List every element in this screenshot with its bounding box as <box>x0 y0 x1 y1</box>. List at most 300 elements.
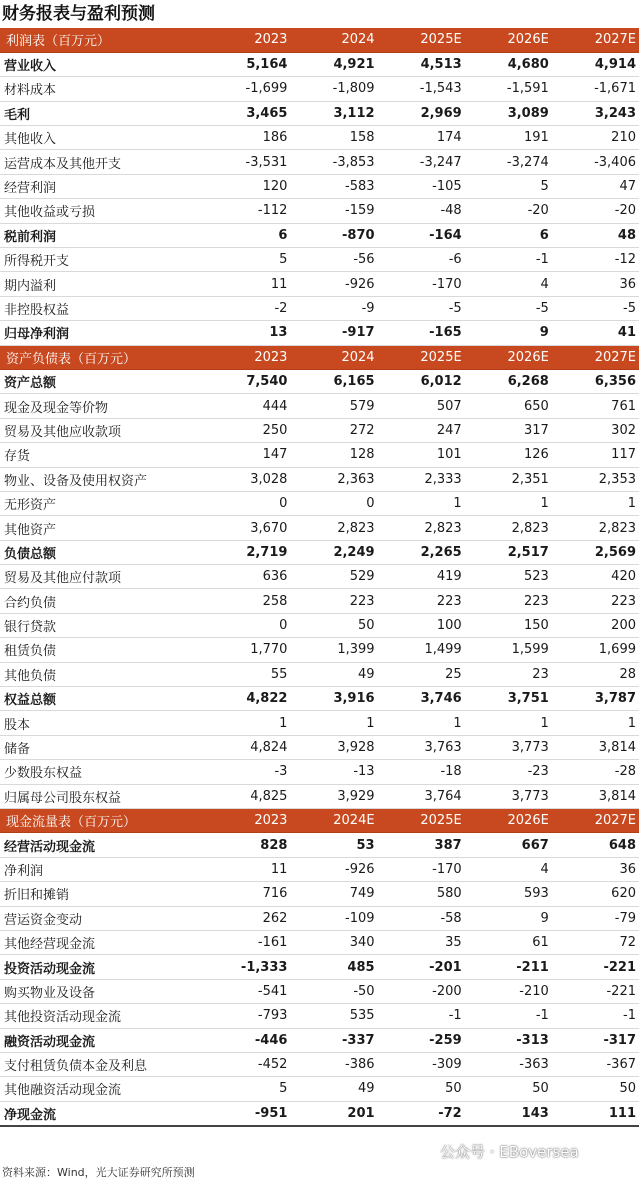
row-label: 少数股东权益 <box>0 760 203 784</box>
row-label: 期内溢利 <box>0 272 203 296</box>
table-row <box>0 1052 639 1076</box>
table-row <box>0 687 639 711</box>
cell-value: -3,406 <box>552 150 639 174</box>
cell-value: 317 <box>465 418 552 442</box>
cell-value: 150 <box>465 613 552 637</box>
cell-value: 28 <box>552 662 639 686</box>
table-row <box>0 1077 639 1101</box>
row-label: 购买物业及设备 <box>0 979 203 1003</box>
cell-value: 3,670 <box>203 516 290 540</box>
cell-value: -259 <box>378 1028 465 1052</box>
cell-value: 6,356 <box>552 369 639 393</box>
table-row <box>0 467 639 491</box>
row-label: 租赁负债 <box>0 638 203 662</box>
cell-value: -1 <box>465 248 552 272</box>
cell-value: 1 <box>552 711 639 735</box>
table-row <box>0 418 639 442</box>
cell-value: -105 <box>378 174 465 198</box>
cell-value: 117 <box>552 443 639 467</box>
cell-value: -28 <box>552 760 639 784</box>
table-row <box>0 760 639 784</box>
cell-value: 247 <box>378 418 465 442</box>
row-label: 现金及现金等价物 <box>0 394 203 418</box>
cell-value: 2,333 <box>378 467 465 491</box>
cell-value: 716 <box>203 882 290 906</box>
cell-value: 3,465 <box>203 101 290 125</box>
cell-value: -20 <box>552 199 639 223</box>
table-row <box>0 321 639 345</box>
row-label: 其他经营现金流 <box>0 930 203 954</box>
cell-value: 262 <box>203 906 290 930</box>
table-row <box>0 906 639 930</box>
cell-value: 191 <box>465 126 552 150</box>
cell-value: -367 <box>552 1052 639 1076</box>
row-label: 支付租赁负债本金及利息 <box>0 1052 203 1076</box>
cell-value: -5 <box>378 296 465 320</box>
cell-value: 3,089 <box>465 101 552 125</box>
table-row <box>0 857 639 881</box>
table-row <box>0 443 639 467</box>
cell-value: 41 <box>552 321 639 345</box>
column-header: 2024 <box>290 345 377 369</box>
cell-value: 6 <box>465 223 552 247</box>
row-label: 融资活动现金流 <box>0 1028 203 1052</box>
row-label: 物业、设备及使用权资产 <box>0 467 203 491</box>
table-row <box>0 930 639 954</box>
cell-value: 50 <box>290 613 377 637</box>
cell-value: 4,822 <box>203 687 290 711</box>
cell-value: 302 <box>552 418 639 442</box>
table-row <box>0 272 639 296</box>
cell-value: 100 <box>378 613 465 637</box>
cell-value: 1,499 <box>378 638 465 662</box>
table-row <box>0 199 639 223</box>
cell-value: 6,268 <box>465 369 552 393</box>
cell-value: 3,746 <box>378 687 465 711</box>
cell-value: -6 <box>378 248 465 272</box>
cell-value: -541 <box>203 979 290 1003</box>
cell-value: -58 <box>378 906 465 930</box>
cell-value: -159 <box>290 199 377 223</box>
cell-value: -23 <box>465 760 552 784</box>
cell-value: 4,513 <box>378 52 465 76</box>
row-label: 无形资产 <box>0 491 203 515</box>
cell-value: 11 <box>203 857 290 881</box>
cell-value: 3,751 <box>465 687 552 711</box>
cell-value: 593 <box>465 882 552 906</box>
row-label: 资产总额 <box>0 369 203 393</box>
source-note: 资料来源：Wind，光大证券研究所预测 <box>2 1166 195 1179</box>
row-label: 归属母公司股东权益 <box>0 784 203 808</box>
cell-value: -12 <box>552 248 639 272</box>
cell-value: 174 <box>378 126 465 150</box>
cell-value: 580 <box>378 882 465 906</box>
table-row <box>0 540 639 564</box>
cell-value: -386 <box>290 1052 377 1076</box>
column-header: 2023 <box>203 345 290 369</box>
cell-value: -793 <box>203 1004 290 1028</box>
cell-value: -3,247 <box>378 150 465 174</box>
cell-value: 35 <box>378 930 465 954</box>
cell-value: 485 <box>290 955 377 979</box>
cell-value: 523 <box>465 565 552 589</box>
cell-value: 13 <box>203 321 290 345</box>
cell-value: 49 <box>290 662 377 686</box>
column-header: 2023 <box>203 809 290 833</box>
cell-value: 1 <box>465 711 552 735</box>
table-row <box>0 394 639 418</box>
cell-value: 340 <box>290 930 377 954</box>
cell-value: -1 <box>378 1004 465 1028</box>
cell-value: 2,517 <box>465 540 552 564</box>
cell-value: 529 <box>290 565 377 589</box>
cell-value: -164 <box>378 223 465 247</box>
cell-value: 6 <box>203 223 290 247</box>
cell-value: 272 <box>290 418 377 442</box>
row-label: 权益总额 <box>0 687 203 711</box>
wechat-icon <box>420 1145 436 1159</box>
cell-value: 507 <box>378 394 465 418</box>
cell-value: 36 <box>552 272 639 296</box>
page-title: 财务报表与盈利预测 <box>2 4 155 24</box>
cell-value: 47 <box>552 174 639 198</box>
cell-value: 620 <box>552 882 639 906</box>
cell-value: 49 <box>290 1077 377 1101</box>
cell-value: 5 <box>203 1077 290 1101</box>
cell-value: -3,853 <box>290 150 377 174</box>
column-header: 2027E <box>552 28 639 52</box>
table-row <box>0 101 639 125</box>
table-row <box>0 174 639 198</box>
row-label: 非控股权益 <box>0 296 203 320</box>
cell-value: -926 <box>290 272 377 296</box>
cell-value: 444 <box>203 394 290 418</box>
cell-value: -583 <box>290 174 377 198</box>
cell-value: -161 <box>203 930 290 954</box>
table-row <box>0 589 639 613</box>
table-row <box>0 1101 639 1125</box>
cell-value: -2 <box>203 296 290 320</box>
table-row <box>0 248 639 272</box>
cell-value: 128 <box>290 443 377 467</box>
cell-value: 147 <box>203 443 290 467</box>
cell-value: 250 <box>203 418 290 442</box>
cell-value: -170 <box>378 857 465 881</box>
cell-value: -1 <box>465 1004 552 1028</box>
cell-value: 210 <box>552 126 639 150</box>
cell-value: -1,591 <box>465 77 552 101</box>
cell-value: -446 <box>203 1028 290 1052</box>
table-row <box>0 784 639 808</box>
cell-value: -50 <box>290 979 377 1003</box>
cell-value: 0 <box>290 491 377 515</box>
row-label: 合约负债 <box>0 589 203 613</box>
cell-value: 4,824 <box>203 735 290 759</box>
cell-value: 3,787 <box>552 687 639 711</box>
cell-value: 4,914 <box>552 52 639 76</box>
cell-value: -1,543 <box>378 77 465 101</box>
cell-value: 0 <box>203 613 290 637</box>
cell-value: 1,770 <box>203 638 290 662</box>
column-header: 2027E <box>552 809 639 833</box>
cell-value: 2,823 <box>552 516 639 540</box>
row-label: 净现金流 <box>0 1101 203 1125</box>
row-label: 税前利润 <box>0 223 203 247</box>
cell-value: 201 <box>290 1101 377 1125</box>
row-label: 所得税开支 <box>0 248 203 272</box>
cell-value: 48 <box>552 223 639 247</box>
cell-value: -109 <box>290 906 377 930</box>
table-row <box>0 711 639 735</box>
row-label: 其他资产 <box>0 516 203 540</box>
cell-value: 2,363 <box>290 467 377 491</box>
cell-value: -112 <box>203 199 290 223</box>
cell-value: 3,916 <box>290 687 377 711</box>
cell-value: -951 <box>203 1101 290 1125</box>
cell-value: 4,825 <box>203 784 290 808</box>
cell-value: -317 <box>552 1028 639 1052</box>
cell-value: 650 <box>465 394 552 418</box>
row-label: 负债总额 <box>0 540 203 564</box>
cell-value: 143 <box>465 1101 552 1125</box>
table-row <box>0 1004 639 1028</box>
table-row <box>0 126 639 150</box>
cell-value: 2,265 <box>378 540 465 564</box>
cell-value: 2,569 <box>552 540 639 564</box>
cell-value: 3,814 <box>552 735 639 759</box>
cell-value: 749 <box>290 882 377 906</box>
table-row <box>0 613 639 637</box>
cell-value: -337 <box>290 1028 377 1052</box>
table-row <box>0 52 639 76</box>
row-label: 贸易及其他应付款项 <box>0 565 203 589</box>
cell-value: -221 <box>552 979 639 1003</box>
cell-value: 61 <box>465 930 552 954</box>
table-row <box>0 833 639 857</box>
row-label: 毛利 <box>0 101 203 125</box>
section-header-row <box>0 345 639 369</box>
cell-value: -1,333 <box>203 955 290 979</box>
cell-value: 2,823 <box>378 516 465 540</box>
cell-value: -201 <box>378 955 465 979</box>
cell-value: -1 <box>552 1004 639 1028</box>
cell-value: -72 <box>378 1101 465 1125</box>
cell-value: -56 <box>290 248 377 272</box>
cell-value: 2,249 <box>290 540 377 564</box>
column-header: 2024 <box>290 28 377 52</box>
cell-value: 3,929 <box>290 784 377 808</box>
cell-value: 2,351 <box>465 467 552 491</box>
cell-value: 3,243 <box>552 101 639 125</box>
cell-value: 4 <box>465 272 552 296</box>
cell-value: 1 <box>552 491 639 515</box>
cell-value: 223 <box>552 589 639 613</box>
table-row <box>0 369 639 393</box>
cell-value: 579 <box>290 394 377 418</box>
cell-value: 0 <box>203 491 290 515</box>
cell-value: 5 <box>203 248 290 272</box>
cell-value: 1,699 <box>552 638 639 662</box>
cell-value: -200 <box>378 979 465 1003</box>
row-label: 归母净利润 <box>0 321 203 345</box>
cell-value: 648 <box>552 833 639 857</box>
section-title: 资产负债表（百万元） <box>0 345 203 369</box>
cell-value: 535 <box>290 1004 377 1028</box>
cell-value: 50 <box>552 1077 639 1101</box>
cell-value: -13 <box>290 760 377 784</box>
cell-value: 53 <box>290 833 377 857</box>
cell-value: -1,699 <box>203 77 290 101</box>
row-label: 营业收入 <box>0 52 203 76</box>
row-label: 其他收入 <box>0 126 203 150</box>
cell-value: 223 <box>378 589 465 613</box>
cell-value: -210 <box>465 979 552 1003</box>
cell-value: 258 <box>203 589 290 613</box>
cell-value: 4 <box>465 857 552 881</box>
section-header-row <box>0 809 639 833</box>
cell-value: -18 <box>378 760 465 784</box>
cell-value: 50 <box>378 1077 465 1101</box>
cell-value: 5 <box>465 174 552 198</box>
cell-value: -917 <box>290 321 377 345</box>
cell-value: -313 <box>465 1028 552 1052</box>
column-header: 2025E <box>378 345 465 369</box>
cell-value: 9 <box>465 906 552 930</box>
row-label: 其他收益或亏损 <box>0 199 203 223</box>
row-label: 股本 <box>0 711 203 735</box>
cell-value: 828 <box>203 833 290 857</box>
row-label: 其他投资活动现金流 <box>0 1004 203 1028</box>
table-row <box>0 491 639 515</box>
cell-value: 50 <box>465 1077 552 1101</box>
column-header: 2026E <box>465 28 552 52</box>
cell-value: -452 <box>203 1052 290 1076</box>
cell-value: -926 <box>290 857 377 881</box>
cell-value: 2,353 <box>552 467 639 491</box>
cell-value: 419 <box>378 565 465 589</box>
cell-value: 25 <box>378 662 465 686</box>
cell-value: -9 <box>290 296 377 320</box>
cell-value: 420 <box>552 565 639 589</box>
cell-value: 101 <box>378 443 465 467</box>
cell-value: 761 <box>552 394 639 418</box>
row-label: 存货 <box>0 443 203 467</box>
financial-table <box>0 28 639 1127</box>
row-label: 材料成本 <box>0 77 203 101</box>
cell-value: 3,814 <box>552 784 639 808</box>
cell-value: 6,012 <box>378 369 465 393</box>
cell-value: 158 <box>290 126 377 150</box>
cell-value: -3,531 <box>203 150 290 174</box>
cell-value: 3,763 <box>378 735 465 759</box>
cell-value: 6,165 <box>290 369 377 393</box>
cell-value: 186 <box>203 126 290 150</box>
table-row <box>0 1028 639 1052</box>
cell-value: -170 <box>378 272 465 296</box>
section-title: 利润表（百万元） <box>0 28 203 52</box>
table-row <box>0 735 639 759</box>
cell-value: 1 <box>378 491 465 515</box>
cell-value: 2,823 <box>290 516 377 540</box>
section-title: 现金流量表（百万元） <box>0 809 203 833</box>
cell-value: -5 <box>465 296 552 320</box>
row-label: 经营活动现金流 <box>0 833 203 857</box>
column-header: 2026E <box>465 345 552 369</box>
cell-value: 2,969 <box>378 101 465 125</box>
cell-value: 2,719 <box>203 540 290 564</box>
cell-value: 3,112 <box>290 101 377 125</box>
cell-value: 3,773 <box>465 735 552 759</box>
cell-value: 126 <box>465 443 552 467</box>
cell-value: 1 <box>378 711 465 735</box>
column-header: 2025E <box>378 28 465 52</box>
row-label: 折旧和摊销 <box>0 882 203 906</box>
table-row <box>0 638 639 662</box>
cell-value: 223 <box>290 589 377 613</box>
row-label: 经营利润 <box>0 174 203 198</box>
cell-value: 4,921 <box>290 52 377 76</box>
table-row <box>0 516 639 540</box>
cell-value: -870 <box>290 223 377 247</box>
table-row <box>0 77 639 101</box>
row-label: 储备 <box>0 735 203 759</box>
row-label: 营运资金变动 <box>0 906 203 930</box>
cell-value: -48 <box>378 199 465 223</box>
cell-value: -165 <box>378 321 465 345</box>
cell-value: 4,680 <box>465 52 552 76</box>
column-header: 2024E <box>290 809 377 833</box>
cell-value: -211 <box>465 955 552 979</box>
cell-value: 3,928 <box>290 735 377 759</box>
cell-value: 55 <box>203 662 290 686</box>
section-header-row <box>0 28 639 52</box>
cell-value: 200 <box>552 613 639 637</box>
table-row <box>0 223 639 247</box>
cell-value: 1 <box>290 711 377 735</box>
row-label: 贸易及其他应收款项 <box>0 418 203 442</box>
cell-value: 23 <box>465 662 552 686</box>
row-label: 其他负债 <box>0 662 203 686</box>
cell-value: -79 <box>552 906 639 930</box>
cell-value: 1,399 <box>290 638 377 662</box>
column-header: 2025E <box>378 809 465 833</box>
cell-value: -309 <box>378 1052 465 1076</box>
cell-value: 387 <box>378 833 465 857</box>
table-row <box>0 296 639 320</box>
row-label: 其他融资活动现金流 <box>0 1077 203 1101</box>
cell-value: 3,028 <box>203 467 290 491</box>
cell-value: 3,764 <box>378 784 465 808</box>
cell-value: -221 <box>552 955 639 979</box>
table-row <box>0 662 639 686</box>
cell-value: 1,599 <box>465 638 552 662</box>
table-row <box>0 565 639 589</box>
cell-value: 7,540 <box>203 369 290 393</box>
cell-value: 72 <box>552 930 639 954</box>
cell-value: 1 <box>203 711 290 735</box>
cell-value: 1 <box>465 491 552 515</box>
cell-value: -363 <box>465 1052 552 1076</box>
cell-value: 111 <box>552 1101 639 1125</box>
table-row <box>0 955 639 979</box>
cell-value: -1,809 <box>290 77 377 101</box>
cell-value: -3,274 <box>465 150 552 174</box>
financial-table-body <box>0 28 639 1126</box>
table-row <box>0 150 639 174</box>
cell-value: -3 <box>203 760 290 784</box>
cell-value: -1,671 <box>552 77 639 101</box>
column-header: 2026E <box>465 809 552 833</box>
